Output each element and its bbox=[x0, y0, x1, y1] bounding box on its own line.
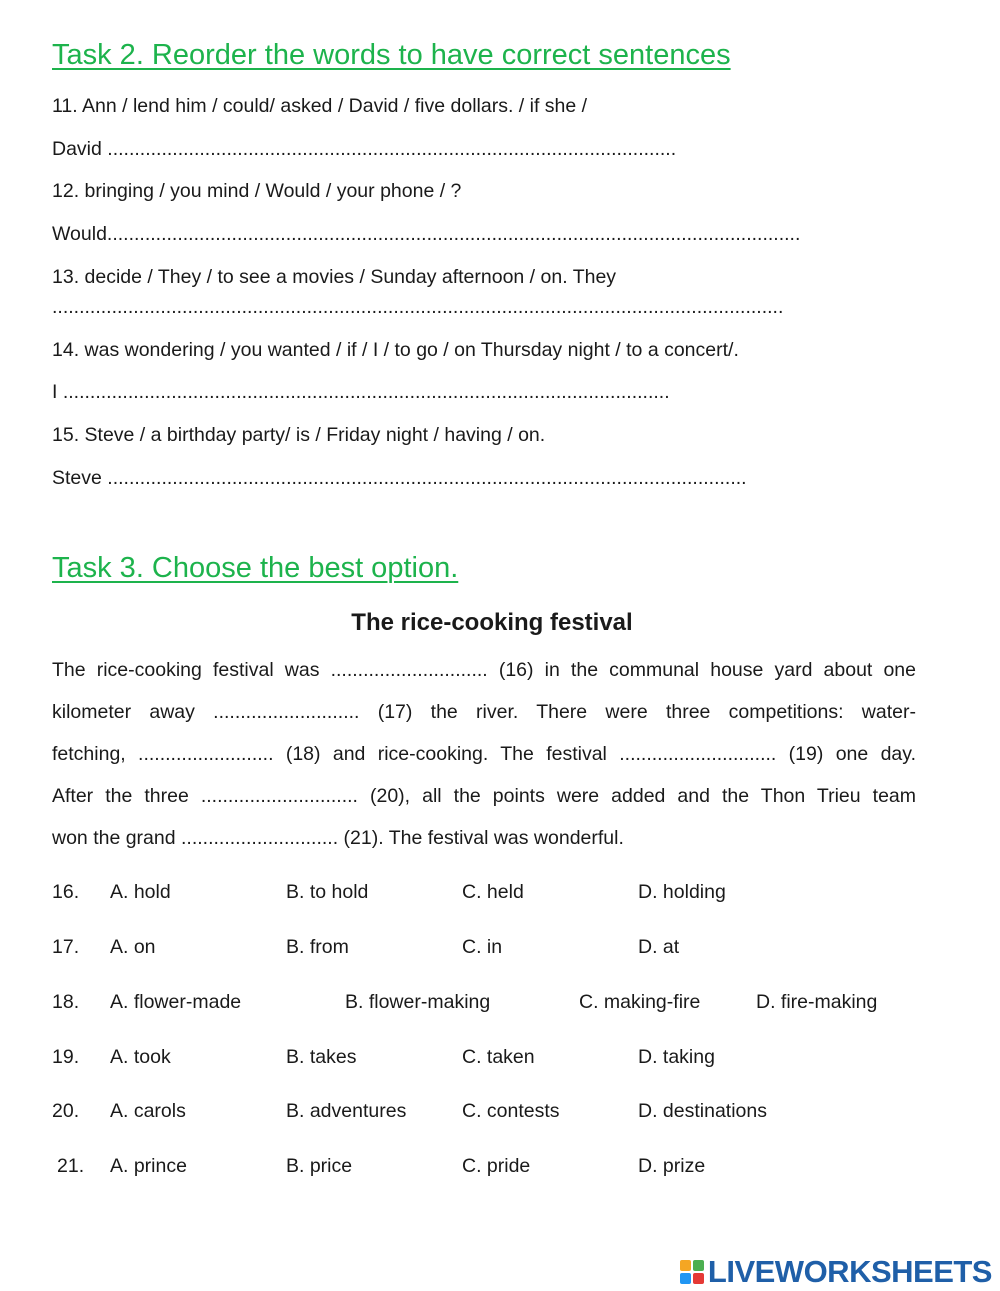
option-d[interactable]: D. fire-making bbox=[756, 991, 878, 1013]
task2-prompt-15: 15. Steve / a birthday party/ is / Friday night / having / on. bbox=[52, 424, 546, 446]
option-a[interactable]: A. hold bbox=[110, 881, 171, 903]
option-c[interactable]: C. pride bbox=[462, 1155, 531, 1177]
option-d[interactable]: D. taking bbox=[638, 1046, 715, 1068]
passage-title: The rice-cooking festival bbox=[351, 609, 633, 636]
passage-line-5: won the grand ............................. (21). The festival was wonderful. bbox=[52, 827, 624, 849]
task2-answer-15[interactable]: Steve ...................................................................................................................... bbox=[52, 467, 747, 489]
option-a[interactable]: A. prince bbox=[110, 1155, 187, 1177]
task2-prompt-11: 11. Ann / lend him / could/ asked / David / five dollars. / if she / bbox=[52, 95, 588, 117]
option-d[interactable]: D. at bbox=[638, 936, 680, 958]
option-d[interactable]: D. holding bbox=[638, 881, 726, 903]
option-b[interactable]: B. adventures bbox=[286, 1100, 407, 1122]
question-number: 21. bbox=[57, 1155, 85, 1177]
task2-answer-14[interactable]: I ................................................................................................................ bbox=[52, 381, 670, 403]
task2-answer-12[interactable]: Would................................................................................................................................ bbox=[52, 223, 801, 245]
option-b[interactable]: B. to hold bbox=[286, 881, 369, 903]
task2-prompt-13: 13. decide / They / to see a movies / Sunday afternoon / on. They bbox=[52, 266, 617, 288]
task2-answer-11[interactable]: David ......................................................................................................... bbox=[52, 138, 677, 160]
option-c[interactable]: C. taken bbox=[462, 1046, 535, 1068]
option-a[interactable]: A. on bbox=[110, 936, 156, 958]
option-c[interactable]: C. held bbox=[462, 881, 524, 903]
logo-text: LIVEWORKSHEETS bbox=[707, 1254, 992, 1289]
liveworksheets-logo[interactable] bbox=[680, 1254, 992, 1290]
option-a[interactable]: A. flower-made bbox=[110, 991, 242, 1013]
option-c[interactable]: C. in bbox=[462, 936, 503, 958]
liveworksheets-logo-icon bbox=[680, 1260, 704, 1284]
question-number: 19. bbox=[52, 1046, 80, 1068]
option-b[interactable]: B. from bbox=[286, 936, 349, 958]
passage-line-1: The rice-cooking festival was ............................. (16) in the communal house yard about one bbox=[52, 659, 916, 681]
option-d[interactable]: D. destinations bbox=[638, 1100, 767, 1122]
passage-line-3: fetching, ......................... (18) and rice-cooking. The festival ............................. (19) one day. bbox=[52, 743, 916, 765]
question-number: 18. bbox=[52, 991, 80, 1013]
question-number: 16. bbox=[52, 881, 80, 903]
option-b[interactable]: B. flower-making bbox=[345, 991, 491, 1013]
option-d[interactable]: D. prize bbox=[638, 1155, 706, 1177]
task2-prompt-14: 14. was wondering / you wanted / if / I / to go / on Thursday night / to a concert/. bbox=[52, 339, 739, 361]
option-b[interactable]: B. price bbox=[286, 1155, 353, 1177]
passage-line-2: kilometer away ........................... (17) the river. There were three competitions: water- bbox=[52, 701, 916, 723]
option-c[interactable]: C. making-fire bbox=[579, 991, 701, 1013]
option-a[interactable]: A. carols bbox=[110, 1100, 186, 1122]
option-b[interactable]: B. takes bbox=[286, 1046, 357, 1068]
task2-answer-13[interactable]: ....................................................................................................................................... bbox=[52, 296, 784, 318]
task3-title: Task 3. Choose the best option. bbox=[52, 552, 459, 584]
task2-prompt-12: 12. bringing / you mind / Would / your phone / ? bbox=[52, 180, 462, 202]
question-number: 20. bbox=[52, 1100, 80, 1122]
option-a[interactable]: A. took bbox=[110, 1046, 171, 1068]
passage-line-4: After the three ............................. (20), all the points were added and the Thon Trieu team bbox=[52, 785, 916, 807]
question-number: 17. bbox=[52, 936, 80, 958]
option-c[interactable]: C. contests bbox=[462, 1100, 560, 1122]
task2-title: Task 2. Reorder the words to have correct sentences bbox=[52, 39, 731, 71]
